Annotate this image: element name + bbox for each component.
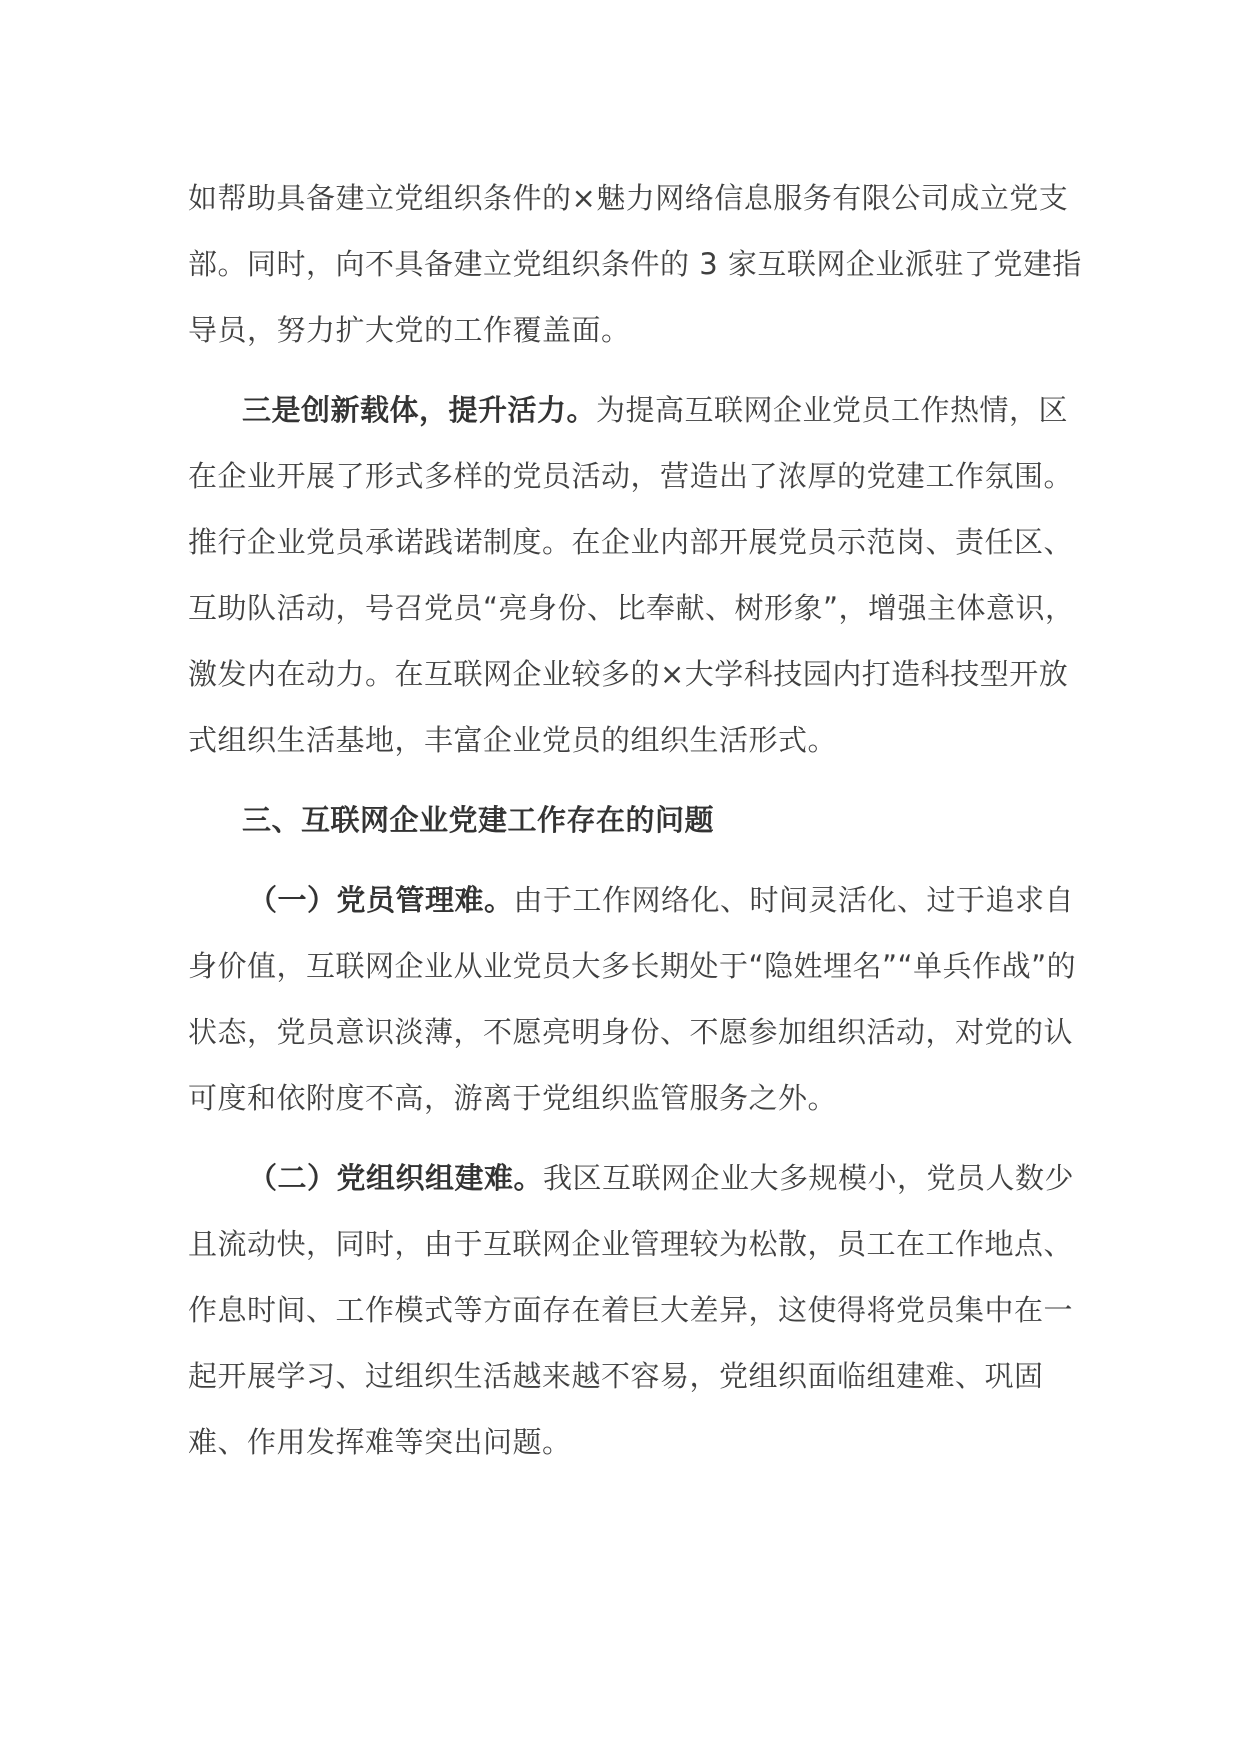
section-heading-text: 三、互联网企业党建工作存在的问题	[242, 803, 715, 837]
paragraph-continuation	[188, 165, 1088, 363]
paragraph-lead: 三是创新载体，提升活力。	[242, 393, 597, 427]
paragraph-innovation-carrier	[188, 377, 1088, 773]
paragraph-text: 我区互联网企业大多规模小，党员人数少且流动快，同时，由于互联网企业管理较为松散，员工在工作地点、作息时间、工作模式等方面存在着巨大差异，这使得将党员集中在一起开展学习、过组织生活越来越不容易，党组织面临组建难、巩固难、作用发挥难等突出问题。	[188, 1161, 1075, 1459]
paragraph-text: 由于工作网络化、时间灵活化、过于追求自身价值，互联网企业从业党员大多长期处于“隐姓埋名”“单兵作战”的状态，党员意识淡薄，不愿亮明身份、不愿参加组织活动，对党的认可度和依附度不高，游离于党组织监管服务之外。	[188, 883, 1077, 1115]
paragraph-lead: （一）党员管理难。	[248, 883, 514, 917]
paragraph-text: 如帮助具备建立党组织条件的×魅力网络信息服务有限公司成立党支部。同时，向不具备建立党组织条件的 3 家互联网企业派驻了党建指导员，努力扩大党的工作覆盖面。	[188, 181, 1082, 347]
paragraph-lead: （二）党组织组建难。	[248, 1161, 544, 1195]
document-body	[188, 165, 1088, 1489]
paragraph-member-management	[188, 867, 1088, 1131]
paragraph-organization-building	[188, 1145, 1088, 1475]
paragraph-text: 为提高互联网企业党员工作热情，区在企业开展了形式多样的党员活动，营造出了浓厚的党建工作氛围。推行企业党员承诺践诺制度。在企业内部开展党员示范岗、责任区、互助队活动，号召党员“亮身份、比奉献、树形象”，增强主体意识，激发内在动力。在互联网企业较多的×大学科技园内打造科技型开放式组织生活基地，丰富企业党员的组织生活形式。	[188, 393, 1075, 757]
section-heading	[188, 787, 1088, 853]
